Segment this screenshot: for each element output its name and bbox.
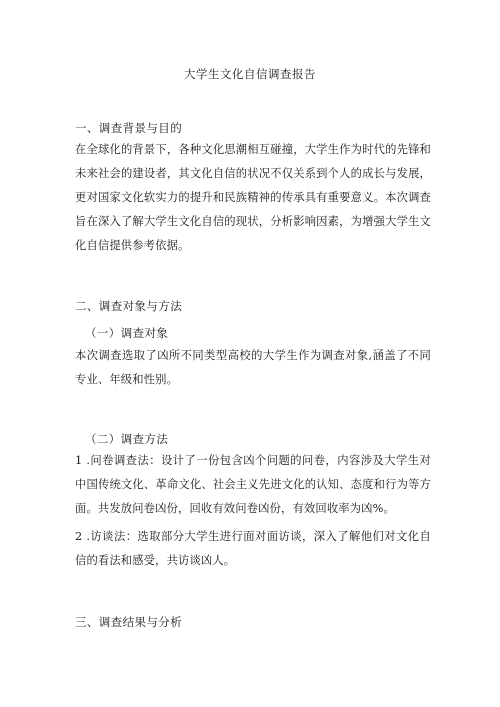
subsection-body-subjects: 本次调查选取了凶所不同类型高校的大学生作为调查对象,涵盖了不同专业、年级和性别。 bbox=[75, 349, 431, 386]
methods-item-interview: 2 .访谈法：选取部分大学生进行面对面访谈，深入了解他们对文化自信的看法和感受，共访谈凶人。 bbox=[75, 530, 431, 567]
section-heading-results: 三、调查结果与分析 bbox=[75, 615, 183, 629]
section-heading-subjects-methods: 二、调查对象与方法 bbox=[75, 299, 183, 313]
section-heading-background: 一、调查背景与目的 bbox=[75, 121, 183, 135]
section-body-background: 在全球化的背景下，各种文化思潮相互碰撞，大学生作为时代的先锋和未来社会的建设者，其文化自信的状况不仅关系到个人的成长与发展，更对国家文化软实力的提升和民族精神的传承具有重要意义。本次调查旨在深入了解大学生文化自信的现状，分析影响因素，为增强大学生文化自信提供参考依据。 bbox=[75, 143, 431, 252]
document-title: 大学生文化自信调查报告 bbox=[184, 67, 316, 81]
methods-item-questionnaire: 1 .问卷调查法：设计了一份包含凶个问题的问卷，内容涉及大学生对中国传统文化、革命文化、社会主义先进文化的认知、态度和行为等方面。共发放问卷凶份，回收有效问卷凶份，有效回收率为凶%。 bbox=[75, 454, 431, 515]
subsection-heading-methods: （二）调查方法 bbox=[85, 432, 169, 446]
subsection-heading-subjects: （一）调查对象 bbox=[85, 326, 169, 340]
